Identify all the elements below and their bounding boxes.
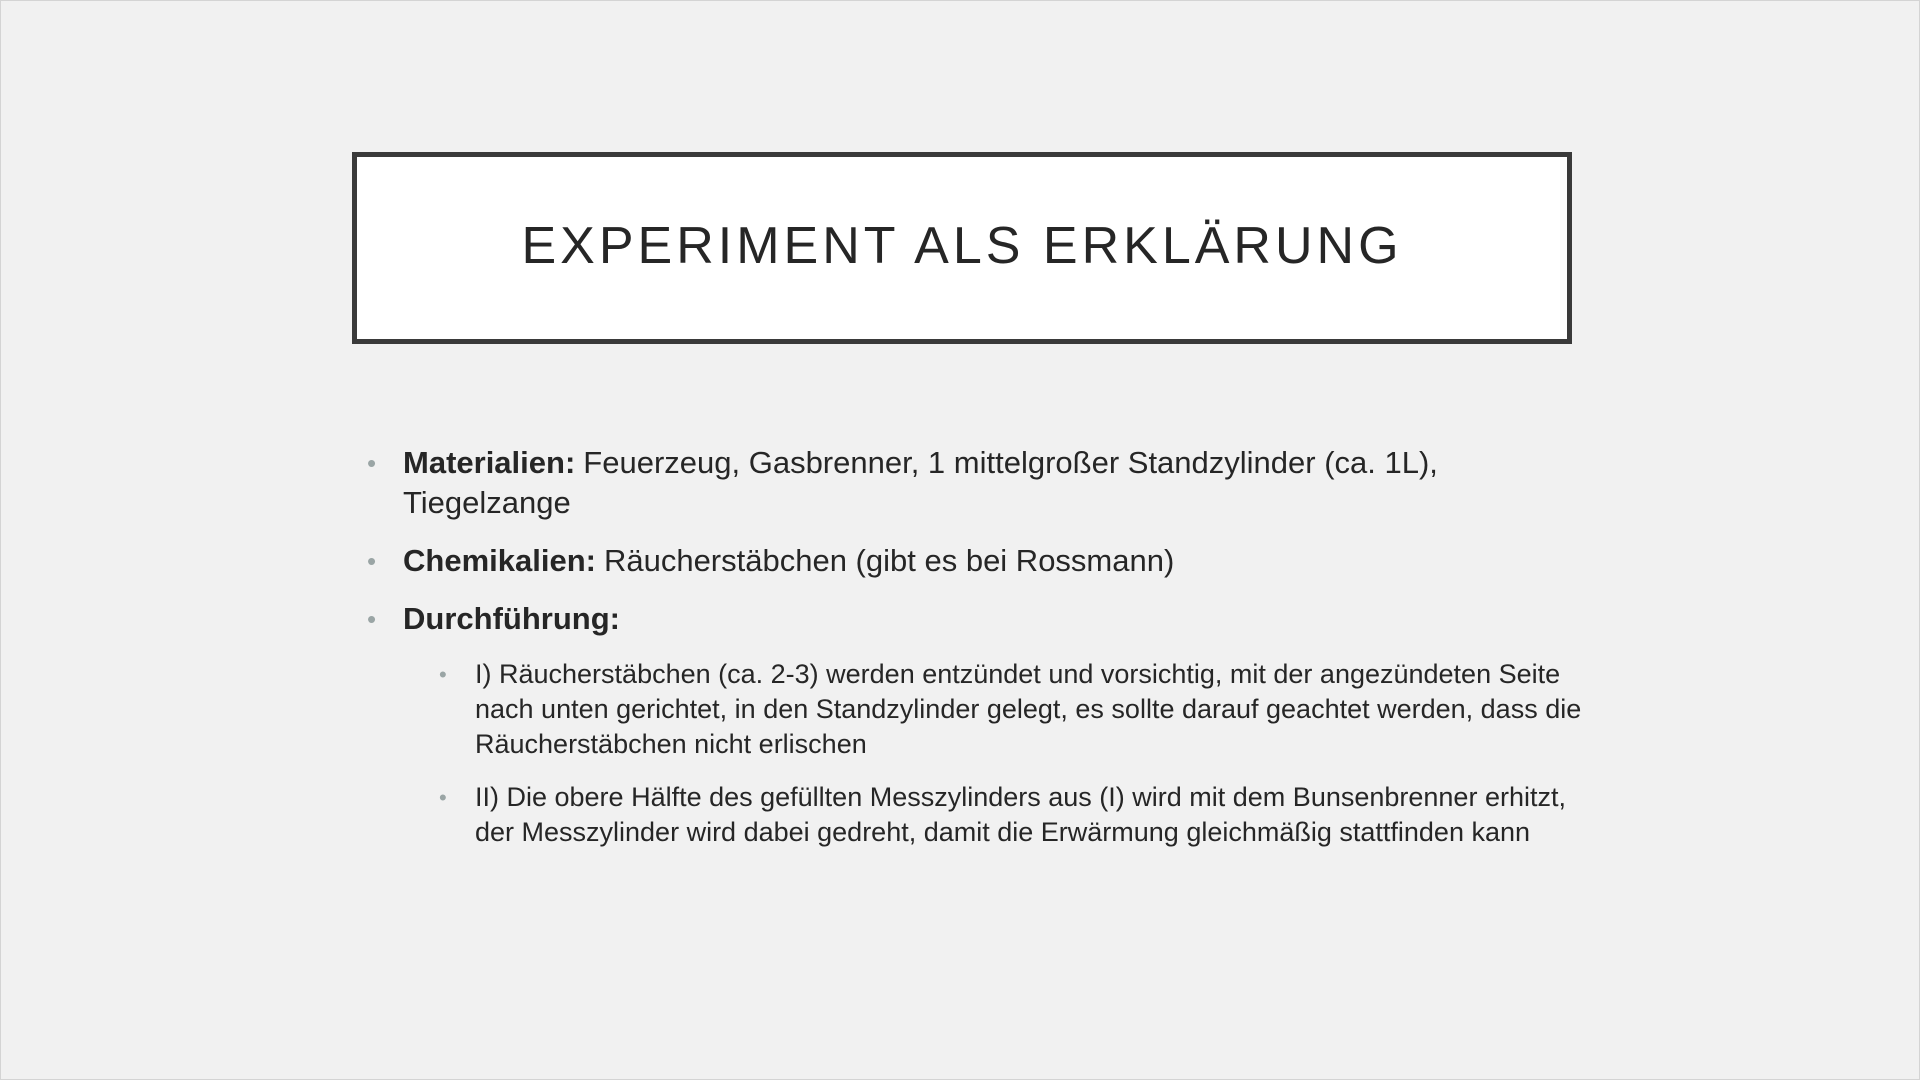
item-label: Materialien: [403, 445, 576, 480]
bullet-icon: • [367, 448, 377, 478]
bullet-icon: • [367, 546, 377, 576]
bullet-icon: • [439, 662, 447, 687]
list-item-materialien [367, 443, 1567, 523]
item-text: Räucherstäbchen (gibt es bei Rossmann) [603, 543, 1175, 578]
sub-list-item-step-2 [439, 780, 1605, 850]
list-item-durchfuehrung [367, 599, 1582, 850]
bullet-list [367, 443, 1582, 868]
sub-list [403, 657, 1582, 850]
sub-item-text: I) Räucherstäbchen (ca. 2-3) werden entzündet und vorsichtig, mit der angezündeten Seite nach unten gerichtet, in den Standzylinder gelegt, es sollte darauf geachtet werden, dass die Räucherstäbchen nicht erlischen [475, 659, 1582, 759]
list-item-chemikalien [367, 541, 1567, 581]
item-label: Durchführung: [403, 601, 620, 636]
slide-title: EXPERIMENT ALS ERKLÄRUNG [521, 217, 1403, 275]
item-text: Feuerzeug, Gasbrenner, 1 mittelgroßer Standzylinder (ca. 1L), Tiegelzange [403, 445, 1438, 520]
bullet-icon: • [367, 604, 377, 634]
item-label: Chemikalien: [403, 543, 596, 578]
sub-item-text: II) Die obere Hälfte des gefüllten Messzylinders aus (I) wird mit dem Bunsenbrenner erhitzt, der Messzylinder wird dabei gedreht, damit die Erwärmung gleichmäßig stattfinden kann [475, 782, 1566, 847]
title-box [352, 152, 1572, 344]
bullet-icon: • [439, 785, 447, 810]
sub-list-item-step-1 [439, 657, 1605, 762]
